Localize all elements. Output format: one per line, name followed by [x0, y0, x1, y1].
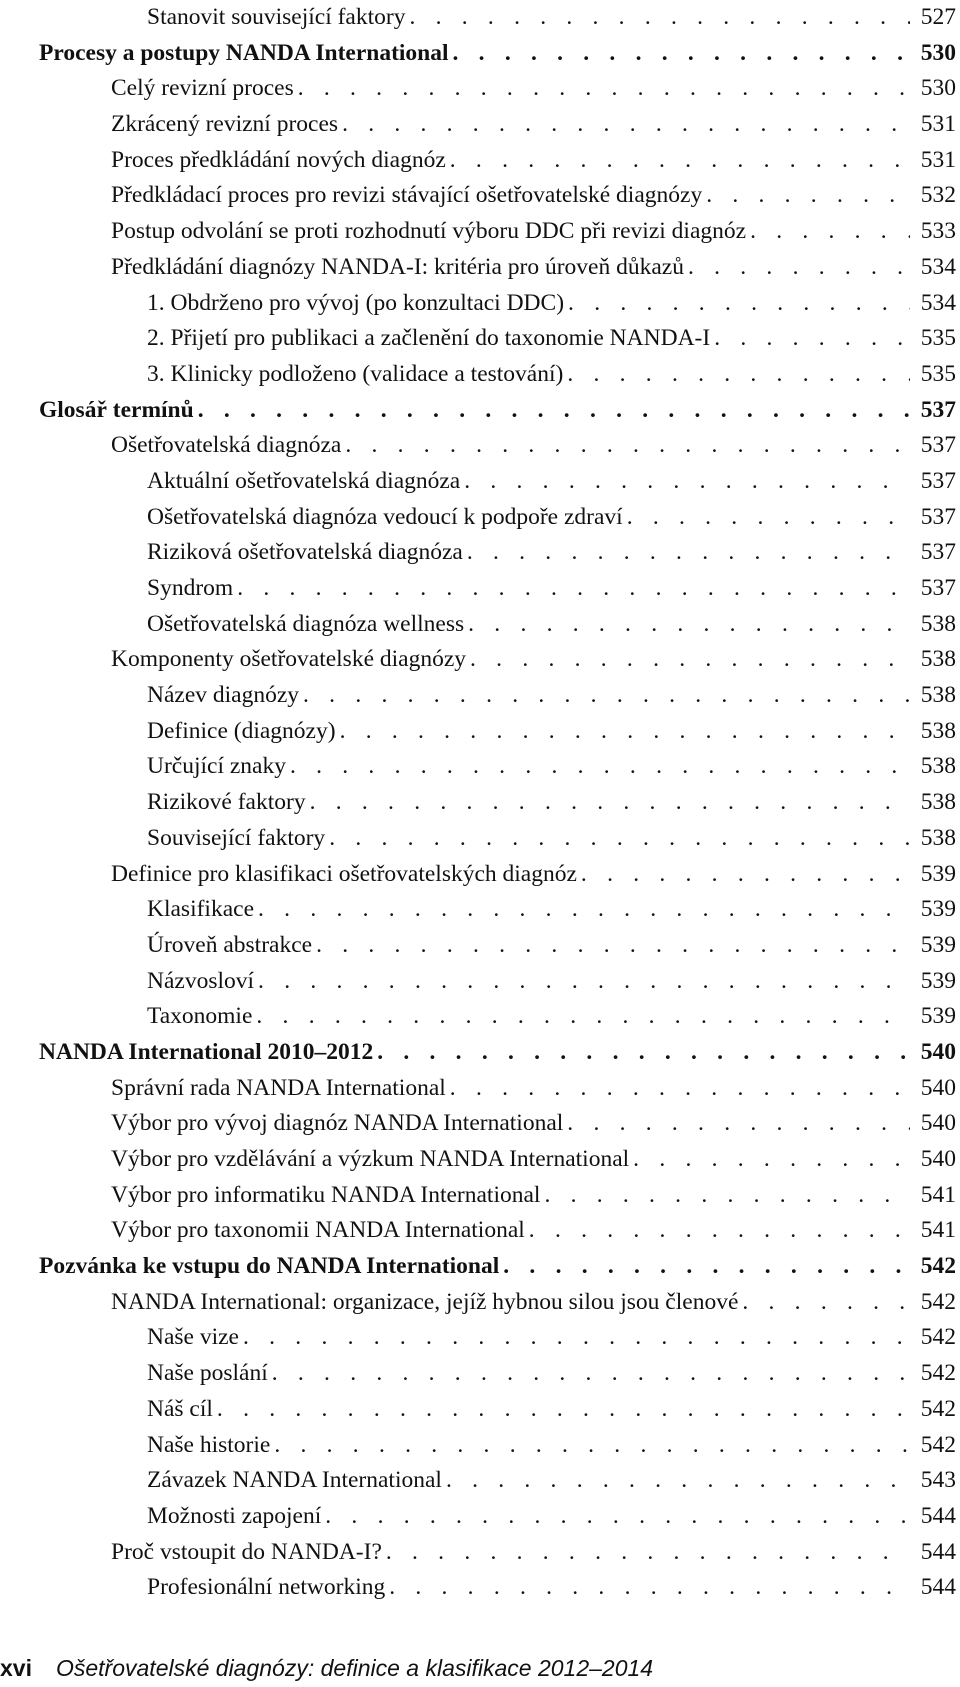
toc-entry-title: Stanovit související faktory: [147, 4, 406, 30]
book-title: Ošetřovatelské diagnózy: definice a klasifikace 2012–2014: [55, 1655, 654, 1681]
dot-leader: [468, 607, 910, 643]
toc-entry[interactable]: [39, 250, 956, 286]
toc-entry[interactable]: [39, 928, 956, 964]
toc-entry-page: 532: [920, 182, 956, 209]
toc-entry[interactable]: [39, 1249, 956, 1285]
toc-entry[interactable]: [39, 1142, 956, 1178]
dot-leader: [217, 1392, 910, 1428]
toc-entry[interactable]: [39, 214, 956, 250]
toc-entry-title: Ošetřovatelská diagnóza: [111, 432, 342, 459]
toc-entry-page: 533: [920, 218, 956, 245]
dot-leader: [386, 1535, 910, 1571]
toc-entry-title: Klasifikace: [147, 896, 255, 923]
toc-entry[interactable]: [39, 892, 956, 928]
toc-entry-page: 539: [920, 1003, 956, 1030]
toc-entry-title: Definice pro klasifikaci ošetřovatelských diagnóz: [111, 860, 577, 887]
toc-entry-title: 2. Přijetí pro publikaci a začlenění do taxonomie NANDA-I: [147, 325, 711, 352]
page-number: xvi: [0, 1655, 32, 1681]
toc-entry[interactable]: [39, 857, 956, 893]
dot-leader: [389, 1570, 910, 1606]
dot-leader: [750, 214, 910, 250]
toc-entry-title: Ošetřovatelská diagnóza vedoucí k podpoře zdraví: [147, 503, 623, 530]
dot-leader: [446, 1463, 910, 1499]
dot-leader: [325, 1499, 910, 1535]
toc-entry-page: 537: [920, 503, 956, 530]
dot-leader: [503, 1249, 910, 1285]
toc-entry-title: Riziková ošetřovatelská diagnóza: [147, 539, 463, 566]
toc-entry[interactable]: [39, 0, 956, 36]
toc-entry-page: 542: [920, 1253, 956, 1280]
toc-entry-page: 542: [920, 1324, 956, 1351]
dot-leader: [581, 857, 910, 893]
toc-entry-page: 542: [920, 1395, 956, 1422]
toc-entry-title: Názvosloví: [147, 967, 255, 994]
toc-entry[interactable]: [39, 1071, 956, 1107]
toc-entry-page: 534: [920, 289, 956, 316]
toc-entry-page: 542: [920, 1360, 956, 1387]
toc-entry[interactable]: [39, 36, 956, 72]
toc-entry-page: 530: [920, 75, 956, 102]
toc-entry-title: Proč vstoupit do NANDA-I?: [111, 1538, 382, 1565]
toc-entry-title: 1. Obdrženo pro vývoj (po konzultaci DDC): [147, 289, 565, 316]
toc-entry-page: 537: [920, 575, 956, 601]
toc-entry[interactable]: [39, 1106, 956, 1142]
toc-entry-title: Správní rada NANDA International: [111, 1074, 446, 1101]
toc-entry[interactable]: [39, 678, 956, 714]
toc-entry-title: Glosář termínů: [39, 396, 194, 423]
toc-entry[interactable]: [39, 1178, 956, 1214]
toc-entry[interactable]: [39, 428, 956, 464]
dot-leader: [714, 321, 910, 357]
toc-entry-title: Syndrom: [147, 575, 234, 601]
toc-entry-title: Výbor pro vývoj diagnóz NANDA International: [111, 1110, 564, 1137]
toc-entry[interactable]: [39, 500, 956, 536]
toc-entry-page: 535: [920, 325, 956, 352]
toc-entry[interactable]: [39, 1285, 956, 1321]
toc-entry[interactable]: [39, 357, 956, 393]
dot-leader: [453, 36, 910, 72]
toc-entry-page: 538: [920, 717, 956, 744]
toc-entry-title: Určující znaky: [147, 753, 286, 780]
toc-entry[interactable]: [39, 785, 956, 821]
toc-entry[interactable]: [39, 1213, 956, 1249]
toc-entry-title: Předkládací proces pro revizi stávající ošetřovatelské diagnózy: [111, 182, 703, 209]
toc-entry-page: 539: [920, 896, 956, 923]
dot-leader: [329, 821, 910, 857]
dot-leader: [258, 892, 910, 928]
dot-leader: [237, 571, 910, 607]
toc-entry-page: 537: [920, 432, 956, 459]
dot-leader: [450, 1071, 910, 1107]
dot-leader: [450, 143, 910, 179]
toc-entry-page: 541: [920, 1181, 956, 1208]
toc-entry-title: Závazek NANDA International: [147, 1467, 442, 1494]
toc-entry[interactable]: [39, 286, 956, 322]
dot-leader: [467, 535, 910, 571]
toc-entry[interactable]: [39, 321, 956, 357]
dot-leader: [342, 107, 910, 143]
toc-entry[interactable]: [39, 393, 956, 429]
toc-entry-title: Proces předkládání nových diagnóz: [111, 146, 446, 173]
toc-entry-page: 531: [920, 146, 956, 173]
toc-entry-page: 538: [920, 646, 956, 673]
toc-entry-page: 539: [920, 931, 956, 958]
toc-entry-page: 535: [920, 360, 956, 387]
toc-entry-page: 543: [920, 1467, 956, 1494]
toc-entry-page: 531: [920, 111, 956, 138]
toc-entry-title: Pozvánka ke vstupu do NANDA International: [39, 1253, 500, 1280]
toc-entry-title: Zkrácený revizní proces: [111, 111, 339, 138]
toc-entry-title: Komponenty ošetřovatelské diagnózy: [111, 646, 467, 673]
dot-leader: [567, 357, 910, 393]
toc-entry-page: 544: [920, 1574, 956, 1601]
toc-entry-title: Možnosti zapojení: [147, 1502, 322, 1529]
dot-leader: [544, 1178, 910, 1214]
dot-leader: [409, 0, 910, 36]
toc-entry-page: 544: [920, 1502, 956, 1529]
toc-entry[interactable]: [39, 1320, 956, 1356]
toc-entry[interactable]: [39, 71, 956, 107]
toc-entry[interactable]: [39, 1392, 956, 1428]
dot-leader: [706, 178, 910, 214]
toc-entry-page: 540: [920, 1110, 956, 1137]
toc-entry-title: Postup odvolání se proti rozhodnutí výboru DDC při revizi diagnóz: [111, 218, 747, 245]
toc-entry[interactable]: [39, 749, 956, 785]
dot-leader: [272, 1356, 910, 1392]
dot-leader: [567, 1106, 910, 1142]
toc-entry-title: 3. Klinicky podloženo (validace a testování): [147, 360, 564, 387]
toc-entry[interactable]: [39, 1428, 956, 1464]
dot-leader: [303, 678, 910, 714]
toc-entry[interactable]: [39, 642, 956, 678]
dot-leader: [298, 71, 910, 107]
dot-leader: [377, 1035, 910, 1071]
toc-entry-title: Aktuální ošetřovatelská diagnóza: [147, 467, 461, 494]
toc-entry-title: Taxonomie: [147, 1003, 253, 1030]
toc-entry-title: Rizikové faktory: [147, 789, 306, 816]
toc-entry[interactable]: [39, 964, 956, 1000]
toc-entry-title: Název diagnózy: [147, 682, 300, 709]
toc-entry-title: NANDA International: organizace, jejíž hybnou silou jsou členové: [111, 1288, 739, 1315]
dot-leader: [198, 393, 910, 429]
dot-leader: [470, 642, 910, 678]
toc-entry[interactable]: [39, 607, 956, 643]
page-footer: [0, 1650, 960, 1687]
dot-leader: [243, 1320, 910, 1356]
toc-entry-page: 527: [920, 4, 956, 30]
toc-entry-title: Procesy a postupy NANDA International: [39, 39, 449, 66]
toc-entry-title: Náš cíl: [147, 1395, 213, 1422]
toc-entry-title: Naše vize: [147, 1324, 239, 1351]
toc-entry-page: 542: [920, 1288, 956, 1315]
dot-leader: [627, 500, 910, 536]
toc-entry-page: 539: [920, 860, 956, 887]
toc-entry[interactable]: [39, 464, 956, 500]
toc-entry-title: Naše historie: [147, 1431, 271, 1458]
toc-entry[interactable]: [39, 714, 956, 750]
toc-entry-title: NANDA International 2010–2012: [39, 1038, 374, 1065]
toc-entry[interactable]: [39, 107, 956, 143]
toc-entry[interactable]: [39, 1463, 956, 1499]
toc-entry-title: Profesionální networking: [147, 1574, 386, 1601]
toc-entry-page: 538: [920, 610, 956, 637]
dot-leader: [529, 1213, 910, 1249]
toc-entry-page: 538: [920, 753, 956, 780]
toc-entry-title: Definice (diagnózy): [147, 717, 336, 744]
dot-leader: [568, 286, 910, 322]
toc-entry[interactable]: [39, 1570, 956, 1606]
toc-entry-title: Naše poslání: [147, 1360, 268, 1387]
dot-leader: [688, 250, 910, 286]
toc-entry[interactable]: [39, 1535, 956, 1571]
toc-entry-title: Výbor pro vzdělávání a výzkum NANDA International: [111, 1146, 630, 1172]
toc-entry-page: 537: [920, 467, 956, 494]
dot-leader: [316, 928, 910, 964]
toc-entry-title: Související faktory: [147, 824, 326, 851]
toc-entry-page: 537: [920, 396, 956, 423]
toc-entry-page: 538: [920, 789, 956, 816]
dot-leader: [290, 749, 910, 785]
table-of-contents: [39, 0, 956, 1606]
toc-entry-page: 540: [920, 1146, 956, 1172]
toc-entry-title: Výbor pro taxonomii NANDA International: [111, 1217, 525, 1244]
toc-entry-title: Ošetřovatelská diagnóza wellness: [147, 610, 465, 637]
toc-entry[interactable]: [39, 178, 956, 214]
toc-entry[interactable]: [39, 999, 956, 1035]
toc-entry-page: 530: [920, 39, 956, 66]
toc-entry-page: 538: [920, 824, 956, 851]
toc-entry-page: 542: [920, 1431, 956, 1458]
dot-leader: [310, 785, 910, 821]
toc-entry-title: Celý revizní proces: [111, 75, 294, 102]
dot-leader: [345, 428, 910, 464]
dot-leader: [258, 964, 910, 1000]
dot-leader: [256, 999, 910, 1035]
toc-entry-page: 541: [920, 1217, 956, 1244]
dot-leader: [633, 1142, 910, 1178]
toc-entry[interactable]: [39, 1356, 956, 1392]
dot-leader: [274, 1428, 910, 1464]
toc-entry-page: 540: [920, 1038, 956, 1065]
toc-entry[interactable]: [39, 1035, 956, 1071]
toc-entry[interactable]: [39, 821, 956, 857]
dot-leader: [742, 1285, 910, 1321]
toc-entry[interactable]: [39, 535, 956, 571]
toc-entry-title: Výbor pro informatiku NANDA International: [111, 1181, 541, 1208]
toc-entry-title: Úroveň abstrakce: [147, 931, 313, 958]
dot-leader: [464, 464, 910, 500]
toc-entry-page: 539: [920, 967, 956, 994]
toc-entry-title: Předkládání diagnózy NANDA-I: kritéria pro úroveň důkazů: [111, 253, 684, 280]
toc-entry[interactable]: [39, 571, 956, 607]
toc-entry-page: 534: [920, 253, 956, 280]
toc-entry[interactable]: [39, 143, 956, 179]
dot-leader: [340, 714, 910, 750]
toc-entry-page: 544: [920, 1538, 956, 1565]
toc-entry-page: 538: [920, 682, 956, 709]
toc-entry[interactable]: [39, 1499, 956, 1535]
toc-entry-page: 540: [920, 1074, 956, 1101]
toc-entry-page: 537: [920, 539, 956, 566]
